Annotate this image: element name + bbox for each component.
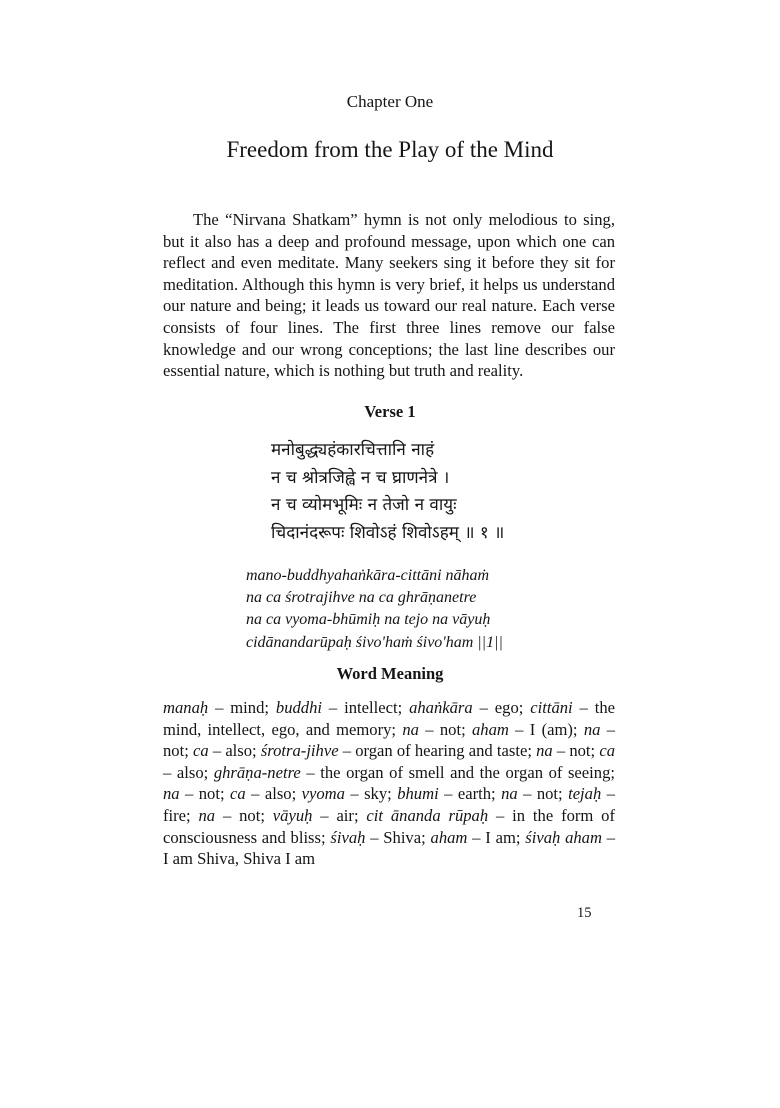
transliteration-line: mano-buddhyahaṅkāra-cittāni nāhaṁ — [246, 567, 490, 584]
term-meaning: sky — [364, 784, 388, 804]
verse-heading: Verse 1 — [364, 402, 416, 421]
sanskrit-term: śivaḥ — [330, 827, 366, 847]
sanskrit-term: cit ānanda rūpaḥ — [366, 805, 489, 825]
term-meaning: mind — [230, 698, 265, 717]
word-meaning-entry: bhumi – earth — [397, 784, 492, 804]
term-meaning: not — [239, 805, 261, 825]
word-meaning-entry: aham – I (am) — [471, 719, 573, 739]
chapter-label: Chapter One — [346, 92, 434, 111]
word-meaning-paragraph: manaḥ – mind; buddhi – intellect; ahaṅkāra – ego; cittāni – the mind, intellect, ego, and memory; na – not; aham – I (am); na – not; ca – also; śrotra-jihve – organ of hearing and taste; na – not; ca – also; ghrāṇa-netre – the organ of smell and the organ of seeing; na – not; ca – also; vyoma – sky; bhumi – earth; na – not; tejaḥ – fire; na – not; vāyuḥ – air; cit ānanda rūpaḥ – in the form of consciousness and bliss; śivaḥ – Shiva; aham – I am; śivaḥ aham – I am Shiva, Shiva I am — [163, 698, 616, 869]
sanskrit-line: न च श्रोत्रजिह्वे न च घ्राणनेत्रे । — [271, 467, 450, 488]
word-meaning-entry: na – not — [163, 719, 616, 761]
word-meaning-entry: śivaḥ – Shiva — [330, 827, 422, 847]
term-meaning: also — [176, 762, 204, 782]
sanskrit-term: manaḥ — [163, 698, 209, 717]
sanskrit-term: ahaṅkāra — [409, 698, 473, 717]
term-meaning: intellect — [344, 698, 398, 717]
term-meaning: the organ of smell and the organ of seeing — [320, 762, 611, 782]
word-meaning-entry: ca – also — [230, 784, 292, 804]
sanskrit-line: मनोबुद्ध्यहंकारचित्तानि नाहं — [271, 440, 435, 460]
word-meaning-entry: śivaḥ aham – I am Shiva, Shiva I am — [163, 827, 616, 869]
sanskrit-verse — [271, 437, 504, 547]
sanskrit-term: ca — [230, 784, 246, 804]
word-meaning-entry: cit ānanda rūpaḥ – in the form of consciousness and bliss — [163, 805, 615, 847]
term-meaning: fire — [163, 805, 187, 825]
transliteration-line: na ca vyoma-bhūmiḥ na tejo na vāyuḥ — [246, 611, 491, 629]
word-meaning-entry: vāyuḥ – air — [272, 805, 354, 825]
word-meaning-entry: ca – also — [163, 741, 615, 782]
word-meaning-entry: ghrāṇa-netre – the organ of smell and the organ of seeing — [213, 762, 611, 782]
sanskrit-term: tejaḥ — [568, 784, 602, 804]
term-meaning: the mind, intellect, ego, and memory — [163, 698, 616, 739]
chapter-title: Freedom from the Play of the Mind — [226, 137, 554, 162]
sanskrit-line: चिदानंदरूपः शिवोऽहं शिवोऽहम् ॥ १ ॥ — [271, 522, 505, 543]
sanskrit-term: na — [536, 741, 553, 761]
intro-paragraph: The “Nirvana Shatkam” hymn is not only melodious to sing, but it also has a deep and profound message, upon which one can reflect and even meditate. Many seekers sing it before they sit for meditation. Although this hymn is very brief, it helps us understand our nature and being; it leads us toward our real nature. Each verse consists of four lines. The first three lines remove our false knowledge and our wrong conceptions; the last line describes our essential nature, which is nothing but truth and reality. — [163, 210, 615, 381]
sanskrit-line: न च व्योमभूमिः न तेजो न वायुः — [271, 495, 457, 515]
term-meaning: in the form of consciousness and bliss — [163, 805, 615, 847]
word-meaning-entry: manaḥ – mind — [163, 698, 265, 717]
word-meaning-entry: na – not — [501, 784, 559, 804]
transliteration-line: na ca śrotrajihve na ca ghrāṇanetre — [246, 589, 477, 607]
term-meaning: also — [264, 784, 292, 804]
transliteration — [246, 565, 503, 654]
word-meaning-entry: tejaḥ – fire — [163, 784, 615, 825]
term-meaning: ego — [494, 698, 519, 717]
sanskrit-term: vyoma — [301, 784, 345, 804]
sanskrit-term: cittāni — [530, 698, 573, 717]
word-meaning-entry: ca – also — [193, 741, 253, 761]
sanskrit-term: śrotra-jihve — [260, 741, 339, 761]
term-meaning: earth — [457, 784, 492, 804]
sanskrit-term: na — [501, 784, 518, 804]
sanskrit-term: ghrāṇa-netre — [213, 762, 301, 782]
sanskrit-term: na — [163, 784, 180, 804]
term-meaning: air — [336, 805, 354, 825]
sanskrit-term: ca — [599, 741, 615, 761]
term-meaning: Shiva — [383, 827, 422, 847]
word-meaning-entry: ahaṅkāra – ego — [409, 698, 519, 717]
word-meaning-entry: cittāni – the mind, intellect, ego, and memory — [163, 698, 616, 739]
term-meaning: also — [225, 741, 253, 761]
term-meaning: not — [569, 741, 591, 761]
word-meaning-entry: śrotra-jihve – organ of hearing and taste — [260, 741, 528, 761]
term-meaning: organ of hearing and taste — [355, 741, 528, 761]
sanskrit-term: vāyuḥ — [272, 805, 313, 825]
sanskrit-term: buddhi — [275, 698, 323, 717]
page-number: 15 — [577, 905, 592, 921]
term-meaning: I am Shiva, Shiva I am — [163, 849, 316, 869]
word-meaning-entry: buddhi – intellect — [275, 698, 398, 717]
term-meaning: not — [536, 784, 559, 804]
term-meaning: I (am) — [529, 719, 573, 739]
term-meaning: not — [163, 741, 185, 761]
sanskrit-term: ca — [193, 741, 209, 761]
word-meaning-entry: na – not — [198, 805, 261, 825]
sanskrit-term: na — [583, 719, 601, 739]
term-meaning: I am — [485, 827, 516, 847]
sanskrit-term: aham — [471, 719, 509, 739]
word-meaning-heading: Word Meaning — [336, 664, 444, 683]
sanskrit-term: na — [402, 719, 419, 739]
word-meaning-entry: na – not — [163, 784, 220, 804]
word-meaning-entry: aham – I am — [430, 827, 516, 847]
term-meaning: not — [439, 719, 462, 739]
word-meaning-entry: na – not — [402, 719, 462, 739]
term-meaning: not — [198, 784, 220, 804]
sanskrit-term: śivaḥ aham — [525, 827, 602, 847]
sanskrit-term: aham — [430, 827, 468, 847]
transliteration-line: cidānandarūpaḥ śivo'haṁ śivo'ham ||1|| — [246, 633, 503, 651]
sanskrit-term: bhumi — [397, 784, 439, 804]
sanskrit-term: na — [198, 805, 216, 825]
word-meaning-entry: vyoma – sky — [301, 784, 388, 804]
word-meaning-entry: na – not — [536, 741, 591, 761]
